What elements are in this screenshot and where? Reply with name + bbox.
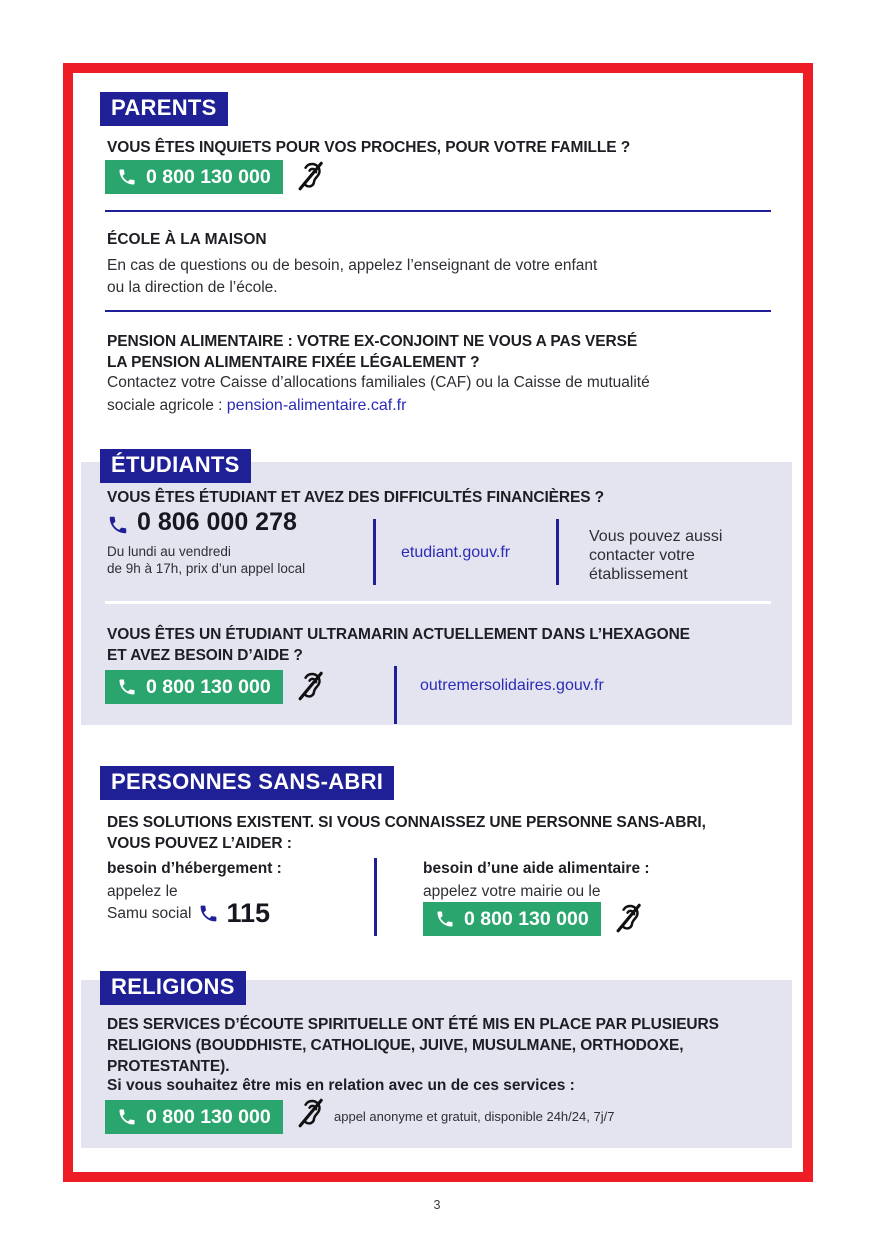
ecole-text-line2: ou la direction de l’école. <box>107 279 278 296</box>
ecole-text-line1: En cas de questions ou de besoin, appelez l’enseignant de votre enfant <box>107 257 598 274</box>
religions-phone-number: 0 800 130 000 <box>146 1105 271 1128</box>
divider-line <box>105 310 771 312</box>
samu-social-label: Samu social <box>107 904 192 922</box>
sans-abri-intro-line1: DES SOLUTIONS EXISTENT. SI VOUS CONNAISSEZ UNE PERSONNE SANS-ABRI, <box>107 814 706 831</box>
etudiants-aside-line1: Vous pouvez aussi <box>589 528 723 545</box>
vertical-divider <box>374 858 377 936</box>
samu-115-number: 115 <box>226 898 270 928</box>
vertical-divider <box>394 666 397 724</box>
religions-body-line2: RELIGIONS (BOUDDHISTE, CATHOLIQUE, JUIVE, MUSULMANE, ORTHODOXE, <box>107 1037 684 1054</box>
vertical-divider <box>556 519 559 585</box>
aide-alimentaire-phone-button[interactable] <box>423 902 601 936</box>
etudiants-question2-line1: VOUS ÊTES UN ÉTUDIANT ULTRAMARIN ACTUELLEMENT DANS L’HEXAGONE <box>107 626 690 643</box>
hebergement-title: besoin d’hébergement : <box>107 860 282 877</box>
pension-title-line1: PENSION ALIMENTAIRE : VOTRE EX-CONJOINT NE VOUS A PAS VERSÉ <box>107 333 638 350</box>
etudiants-phone-number: 0 806 000 278 <box>137 508 297 536</box>
phone-icon <box>435 909 455 929</box>
phone-icon <box>117 677 137 697</box>
ecole-title: ÉCOLE À LA MAISON <box>107 231 267 248</box>
etudiant-gouv-link[interactable]: etudiant.gouv.fr <box>401 544 511 561</box>
aide-alimentaire-title: besoin d’une aide alimentaire : <box>423 860 650 877</box>
deaf-access-icon <box>614 903 645 934</box>
pension-body-line1: Contactez votre Caisse d’allocations familiales (CAF) ou la Caisse de mutualité <box>107 374 650 391</box>
section-title-religions: RELIGIONS <box>100 971 246 1005</box>
deaf-access-icon <box>296 671 327 702</box>
religions-phone-button[interactable] <box>105 1100 283 1134</box>
etudiants-question1: VOUS ÊTES ÉTUDIANT ET AVEZ DES DIFFICULTÉS FINANCIÈRES ? <box>107 489 605 506</box>
religions-note: appel anonyme et gratuit, disponible 24h/24, 7j/7 <box>334 1109 615 1124</box>
section-title-etudiants: ÉTUDIANTS <box>100 449 251 483</box>
aide-alimentaire-phone-number: 0 800 130 000 <box>464 907 589 930</box>
etudiants-phone2-number: 0 800 130 000 <box>146 675 271 698</box>
parents-phone-button[interactable] <box>105 160 283 194</box>
page-number: 3 <box>433 1198 441 1212</box>
phone-icon <box>117 1107 137 1127</box>
deaf-access-icon <box>296 1098 327 1129</box>
samu-social-row <box>107 898 270 929</box>
section-title-parents: PARENTS <box>100 92 228 126</box>
aide-alimentaire-line2: appelez votre mairie ou le <box>423 883 601 900</box>
etudiants-phone-button[interactable] <box>105 670 283 704</box>
religions-body-line3: PROTESTANTE). <box>107 1058 230 1075</box>
parents-phone-number: 0 800 130 000 <box>146 165 271 188</box>
etudiants-question2-line2: ET AVEZ BESOIN D’AIDE ? <box>107 647 303 664</box>
vertical-divider <box>373 519 376 585</box>
pension-title-line2: LA PENSION ALIMENTAIRE FIXÉE LÉGALEMENT ? <box>107 354 480 371</box>
phone-icon <box>107 514 129 536</box>
hebergement-line2: appelez le <box>107 883 178 900</box>
white-separator <box>105 601 771 604</box>
divider-line <box>105 210 771 212</box>
section-title-sans-abri: PERSONNES SANS-ABRI <box>100 766 394 800</box>
parents-question: VOUS ÊTES INQUIETS POUR VOS PROCHES, POUR VOTRE FAMILLE ? <box>107 139 631 156</box>
pension-body-prefix: sociale agricole : <box>107 397 227 414</box>
etudiants-aside-line3: établissement <box>589 566 688 583</box>
phone-icon <box>198 903 219 924</box>
religions-cta: Si vous souhaitez être mis en relation avec un de ces services : <box>107 1077 575 1094</box>
etudiants-hours-line1: Du lundi au vendredi <box>107 544 231 559</box>
pension-caf-link[interactable]: pension-alimentaire.caf.fr <box>226 397 407 414</box>
phone-icon <box>117 167 137 187</box>
sans-abri-intro-line2: VOUS POUVEZ L’AIDER : <box>107 835 292 852</box>
religions-body-line1: DES SERVICES D’ÉCOUTE SPIRITUELLE ONT ÉTÉ MIS EN PLACE PAR PLUSIEURS <box>107 1016 719 1033</box>
deaf-access-icon <box>296 161 327 192</box>
pension-body-line2 <box>107 395 406 417</box>
outremer-solidaires-link[interactable]: outremersolidaires.gouv.fr <box>420 677 604 694</box>
etudiants-aside-line2: contacter votre <box>589 547 695 564</box>
etudiants-hours-line2: de 9h à 17h, prix d’un appel local <box>107 561 306 576</box>
